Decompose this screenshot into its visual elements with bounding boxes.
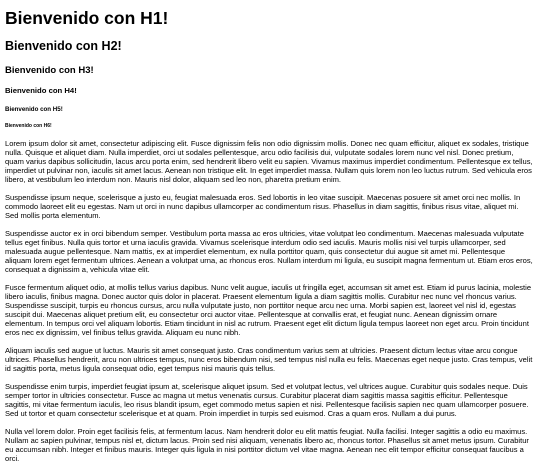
paragraph: Suspendisse ipsum neque, scelerisque a justo eu, feugiat malesuada eros. Sed lobortis in leo vitae suscipit. Maecenas posuere sit amet orci nec mollis. In commodo laoreet elit eu egestas. Nam ut orci in nunc dapibus ullamcorper ac condimentum risus. Phasellus in diam sagittis, finibus risus vitae, aliquet mi. Sed mollis porta elementum. xyxy=(5,193,521,220)
heading-h6: Bienvenido con H6! xyxy=(5,123,52,129)
heading-h1: Bienvenido con H1! xyxy=(5,8,169,28)
paragraph: Fusce fermentum aliquet odio, at mollis tellus varius dapibus. Nunc velit augue, iaculis ut fringilla eget, accumsan sit amet est. Etiam id purus lacinia, molestie libero iaculis, finibus magna. Donec auctor quis dolor in placerat. Praesent elementum ligula a diam sagittis mollis. Curabitur nec nunc vel rhoncus varius. Suspendisse suscipit, turpis eu rhoncus cursus, arcu nulla vulputate justo, non porttitor neque arcu nec urna. Morbi sapien est, laoreet vel nisl id, egestas suscipit dui. Maecenas aliquet pretium elit, eu consectetur orci auctor vitae. Pellentesque at convallis erat, et feugiat nunc. Aenean dignissim ornare elementum. In tempus orci vel aliquam lobortis. Etiam tincidunt in nisl ac rutrum. Praesent eget elit dictum ligula tempus laoreet non eget arcu. Proin tincidunt eros nec ex dignissim, vel finibus tellus gravida. Aliquam eu nunc nibh. xyxy=(5,283,532,337)
heading-h2: Bienvenido con H2! xyxy=(5,39,122,53)
heading-h4: Bienvenido con H4! xyxy=(5,86,77,95)
heading-h5: Bienvenido con H5! xyxy=(5,106,63,113)
paragraph: Suspendisse enim turpis, imperdiet feugiat ipsum at, scelerisque aliquet ipsum. Sed et volutpat lectus, vel ultrices augue. Curabitur quis sodales neque. Duis semper tortor in ultricies consectetur. Fusce ac magna ut metus venenatis cursus. Curabitur placerat diam sagittis massa sagittis efficitur. Pellentesque sagittis, mi vitae fermentum iaculis, leo risus blandit ipsum, eget commodo metus sapien et nisi. Pellentesque facilisis sapien nec quam ullamcorper posuere. Sed ut tortor et quam consectetur scelerisque et at quam. Proin imperdiet in turpis sed euismod. Cras a quam eros. Nullam a dui purus. xyxy=(5,382,529,418)
paragraph: Suspendisse auctor ex in orci bibendum semper. Vestibulum porta massa ac eros ultricies, vitae volutpat leo condimentum. Maecenas malesuada vulputate tellus eget finibus. Nulla quis tortor et urna iaculis gravida. Vivamus scelerisque interdum odio sed iaculis. Mauris mollis nisi vel turpis ullamcorper, sed malesuada augue pellentesque. Nam mattis, ex at imperdiet elementum, ex nulla porttitor quam, quis consectetur dui augue sit amet mi. Pellentesque aliquam lorem eget fermentum ultrices. Aenean a volutpat urna, ac rhoncus eros. Nullam interdum mi ligula, eu suscipit magna fermentum ut. Etiam eros eros, consequat a dignissim a, vehicula vitae elit. xyxy=(5,229,533,274)
paragraph: Aliquam iaculis sed augue ut luctus. Mauris sit amet consequat justo. Cras condimentum varius sem at ultricies. Praesent dictum lectus vitae arcu congue ultrices. Phasellus hendrerit, arcu non ultrices tempus, nunc eros bibendum nisi, sed tempus nisl nulla eu felis. Maecenas eget neque justo. Cras tempus, velit id sagittis porta, metus ligula consequat odio, eget tempus nisi mauris quis tellus. xyxy=(5,346,533,373)
paragraph: Lorem ipsum dolor sit amet, consectetur adipiscing elit. Fusce dignissim felis non odio dignissim mollis. Donec nec quam efficitur, aliquet ex sodales, tristique nulla. Quisque et aliquet diam. Nulla imperdiet, orci ut sodales pellentesque, arcu odio facilisis dui, vulputate sodales lorem nunc vel nisl. Donec pretium, quam varius dapibus sollicitudin, lacus arcu porta enim, sed hendrerit libero velit eu sapien. Vivamus maximus imperdiet condimentum. Pellentesque ex tellus, imperdiet ut pulvinar non, iaculis sit amet lacus. Aenean non tristique elit. In eget imperdiet massa. Nullam quis lorem non leo luctus rutrum. Sed vehicula eros libero, at vestibulum leo interdum non. Mauris nisl dolor, aliquam sed leo non, pharetra pretium enim. xyxy=(5,139,533,184)
heading-h3: Bienvenido con H3! xyxy=(5,65,94,76)
paragraph: Nulla vel lorem dolor. Proin eget facilisis felis, at fermentum lacus. Nam hendrerit dolor eu elit mattis feugiat. Nulla facilisi. Integer sagittis a odio eu maximus. Nullam ac sapien pulvinar, tempus nisl et, dictum lacus. Proin sed nisi aliquam, venenatis libero ac, rhoncus tortor. Phasellus sit amet metus ipsum. Curabitur eu accumsan nibh. Integer et finibus mauris. Integer quis ligula in nisi porttitor dictum vel vitae magna. Aenean nec elit tempor efficitur consequat faucibus a orci. xyxy=(5,427,529,463)
